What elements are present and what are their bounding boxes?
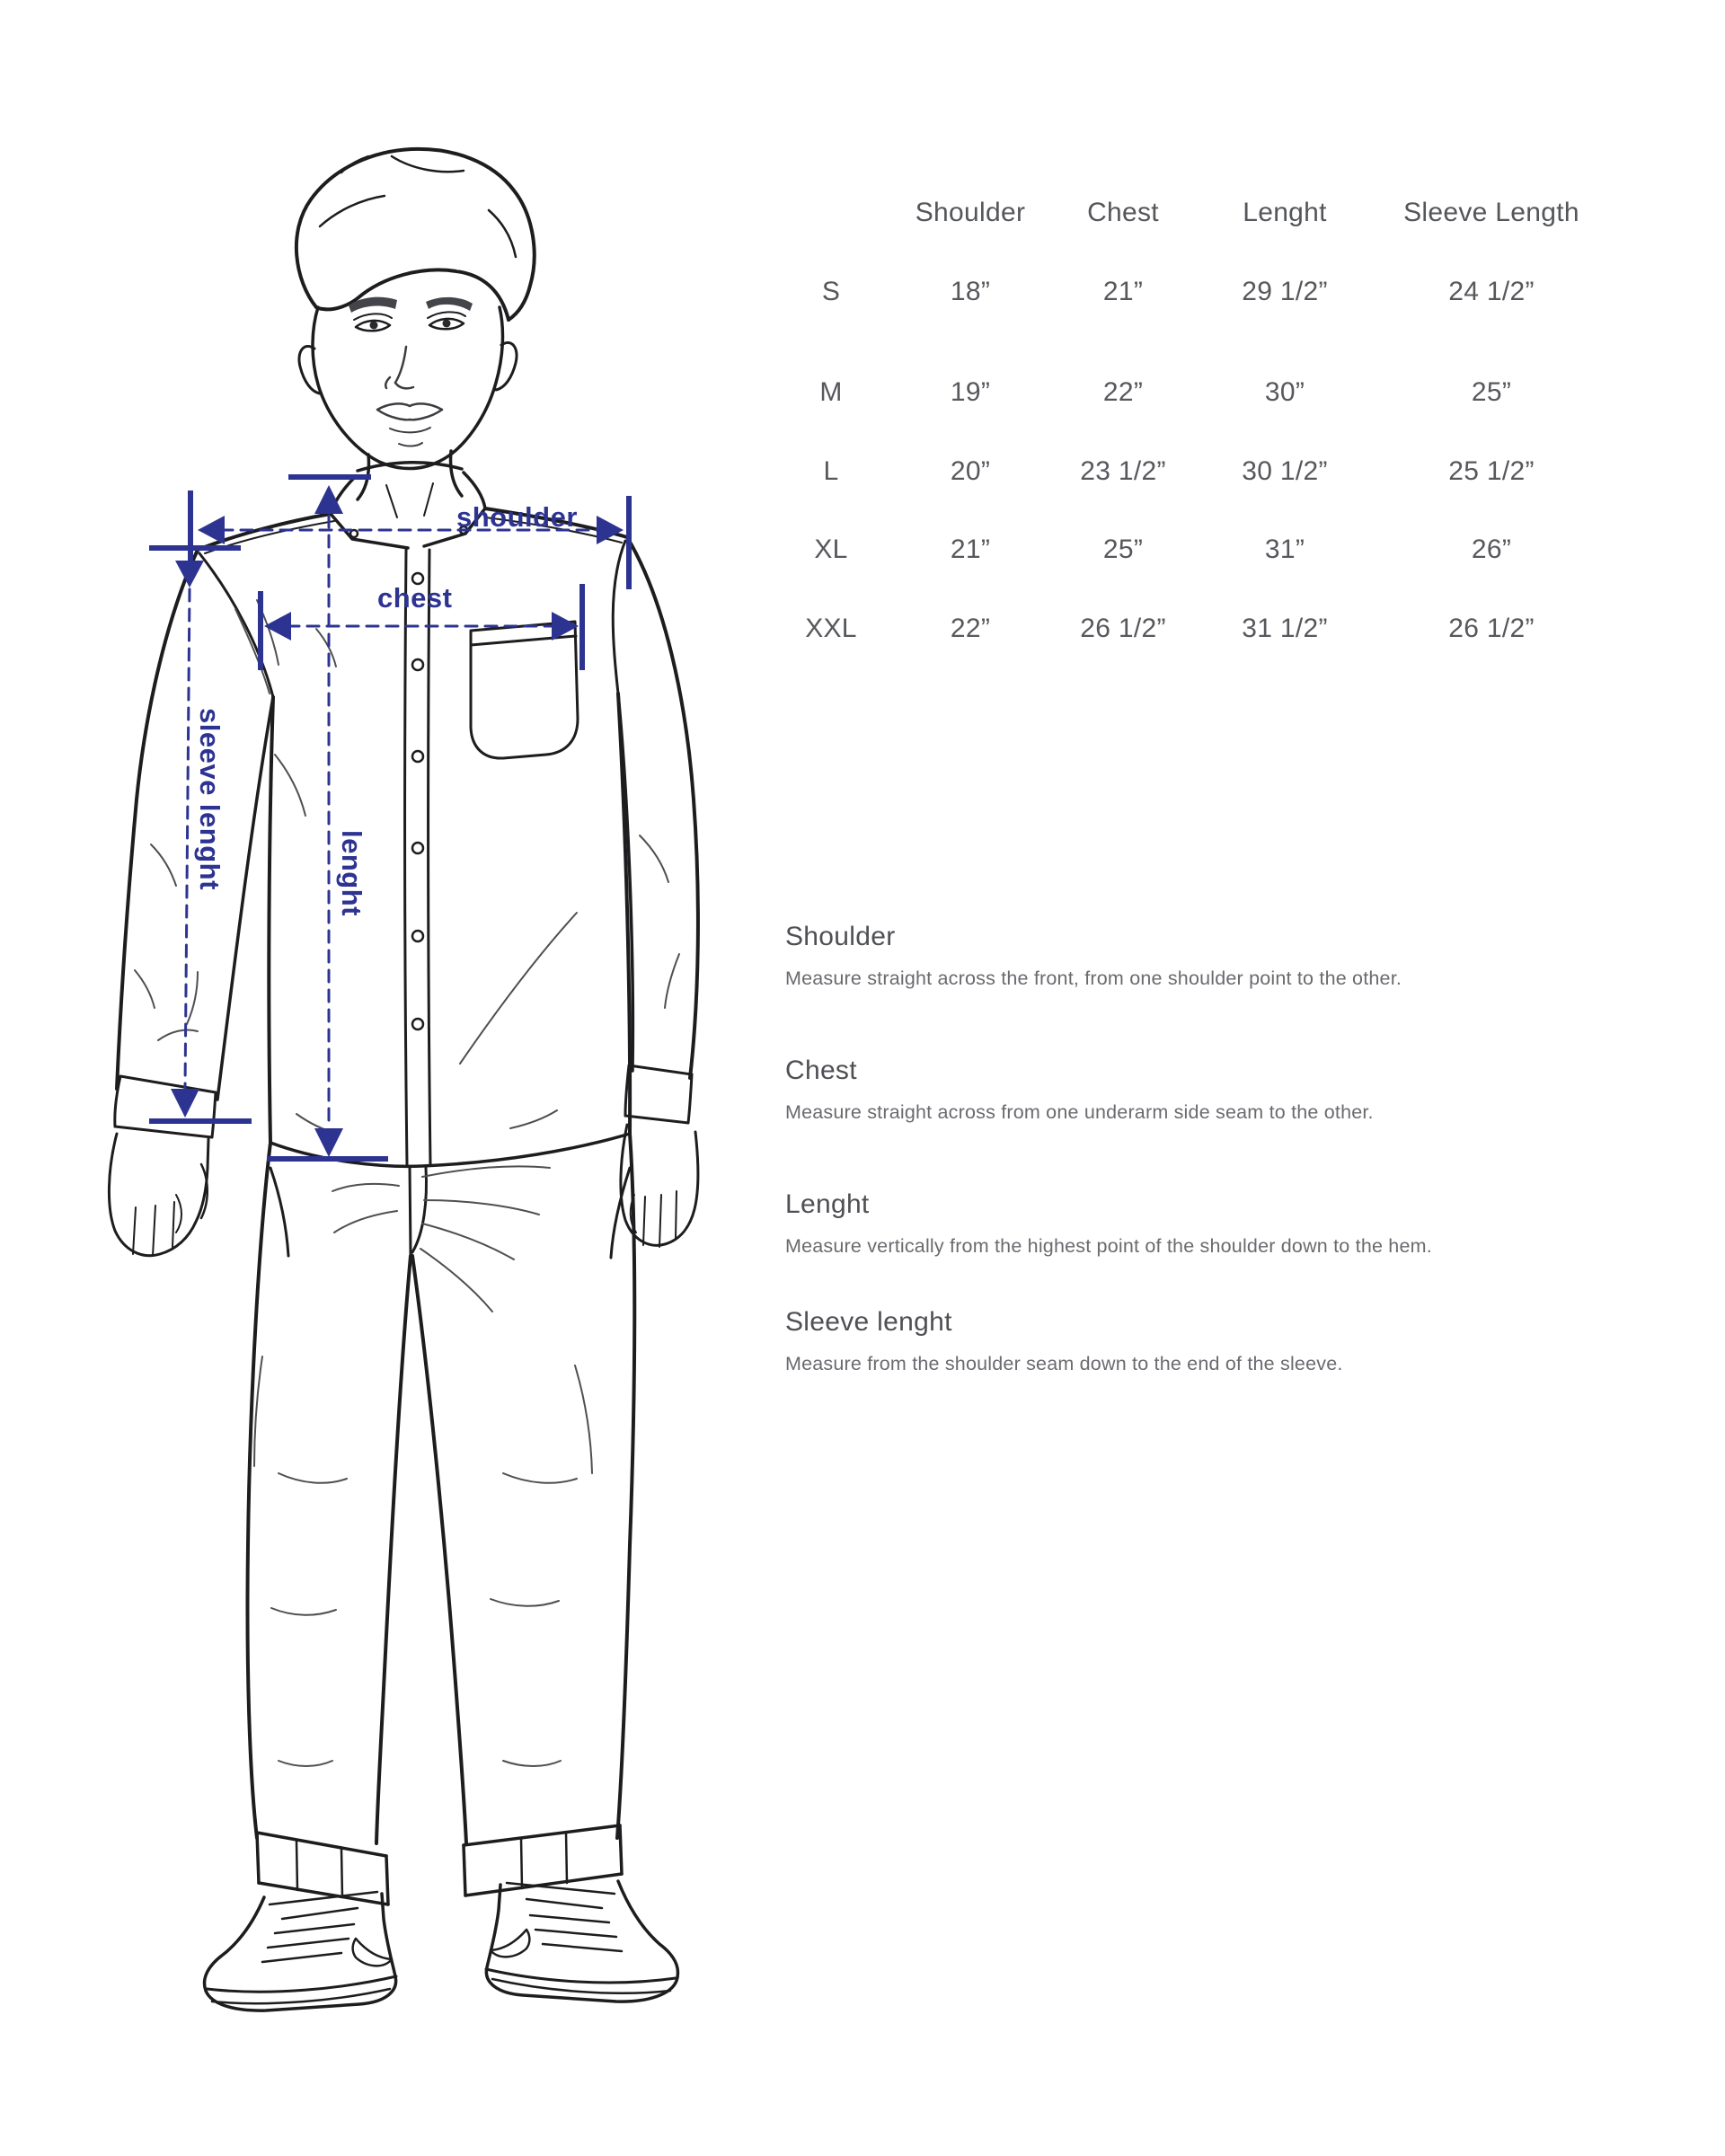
table-row-m [773,372,1608,413]
guide-shoulder-description: Measure straight across the front, from one shoulder point to the other. [785,968,1402,989]
guide-shoulder [785,920,1684,992]
lenght-bottom-tick [267,1156,388,1162]
figure-illustration [0,0,809,2156]
cell-lenght: 30” [1264,377,1305,407]
column-header-sleeve-length: Sleeve Length [1403,198,1579,227]
size-label: M [819,377,843,407]
cell-lenght: 30 1/2” [1242,456,1328,486]
cell-chest: 22” [1102,377,1144,407]
column-header-lenght: Lenght [1243,198,1327,227]
cell-shoulder: 19” [950,377,991,407]
man-drawing [109,149,698,2010]
guide-sleeve-lenght-title: Sleeve lenght [785,1307,952,1337]
guide-sleeve-lenght-description: Measure from the shoulder seam down to the end of the sleeve. [785,1353,1343,1374]
cell-sleeve-length: 25” [1471,377,1512,407]
size-label: XXL [805,614,857,643]
table-row-l [773,451,1608,492]
size-label: XL [814,535,848,564]
sleeve-arrow-down [171,1089,199,1118]
shoulder-right-tick [626,496,632,589]
cell-lenght: 31” [1264,535,1305,564]
size-table-header-row [773,192,1608,234]
sleeve-dashed-line [185,589,190,1089]
annotation-label-shoulder: shoulder [456,501,578,533]
guide-chest-description: Measure straight across from one underarm side seam to the other. [785,1101,1374,1123]
table-row-s [773,271,1608,313]
cell-lenght: 31 1/2” [1242,614,1328,643]
column-header-chest: Chest [1087,198,1159,227]
cell-shoulder: 21” [950,535,991,564]
lenght-arrow-down [314,1128,343,1157]
size-label: L [823,456,839,486]
annotation-label-sleeve-lenght: sleeve lenght [194,708,226,890]
cell-lenght: 29 1/2” [1242,277,1328,306]
lenght-arrow-up [314,485,343,514]
cell-chest: 21” [1102,277,1144,306]
chest-left-tick [258,591,263,670]
sleeve-bottom-tick [149,1118,252,1124]
size-label: S [821,277,841,306]
sleeve-arrow-top [175,561,204,588]
lenght-top-tick [288,474,371,480]
cell-sleeve-length: 25 1/2” [1448,456,1535,486]
guide-sleeve-lenght [785,1305,1684,1377]
table-row-xxl [773,608,1608,649]
sleeve-top-tick [149,545,241,551]
table-row-xl [773,529,1608,570]
cell-sleeve-length: 26” [1471,535,1512,564]
annotation-label-lenght: lenght [336,830,367,916]
guide-lenght-description: Measure vertically from the highest point of the shoulder down to the hem. [785,1235,1432,1257]
shoulder-arrow-left [198,516,225,544]
cell-shoulder: 22” [950,614,991,643]
cell-chest: 26 1/2” [1080,614,1166,643]
guide-lenght-title: Lenght [785,1189,870,1219]
guide-shoulder-title: Shoulder [785,922,896,951]
cell-chest: 25” [1102,535,1144,564]
column-header-shoulder: Shoulder [915,198,1026,227]
cell-chest: 23 1/2” [1080,456,1166,486]
chest-right-tick [579,584,585,670]
guide-chest-title: Chest [785,1056,857,1085]
cell-sleeve-length: 26 1/2” [1448,614,1535,643]
chest-arrow-left [264,612,291,641]
cell-shoulder: 20” [950,456,991,486]
guide-lenght [785,1188,1684,1259]
guide-chest [785,1054,1684,1126]
cell-sleeve-length: 24 1/2” [1448,277,1535,306]
cell-shoulder: 18” [950,277,991,306]
annotation-label-chest: chest [377,582,453,614]
